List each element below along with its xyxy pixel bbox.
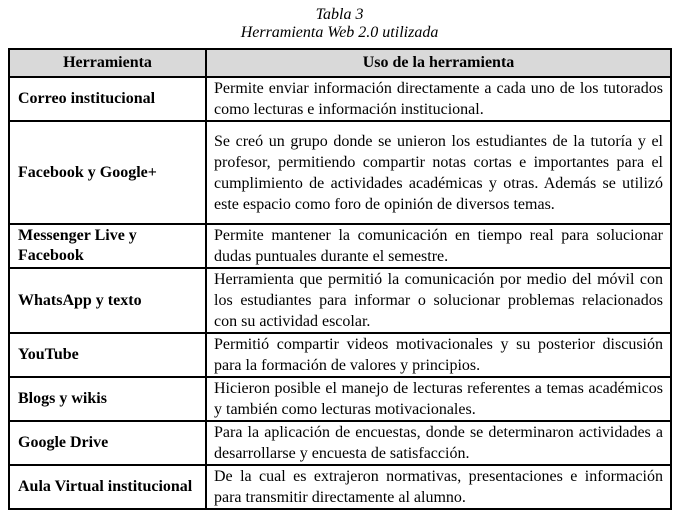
table-row <box>9 333 671 377</box>
use-cell: Para la aplicación de encuestas, donde se determinaron actividades a desarrollarse y encuesta de satisfacción. <box>206 421 671 465</box>
use-cell: Permite mantener la comunicación en tiempo real para solucionar dudas puntuales durante el semestre. <box>206 224 671 268</box>
table-row <box>9 421 671 465</box>
tool-cell: Messenger Live y Facebook <box>9 224 206 268</box>
table-row <box>9 77 671 121</box>
tool-cell: WhatsApp y texto <box>9 268 206 333</box>
header-use: Uso de la herramienta <box>206 49 671 77</box>
tool-cell: Blogs y wikis <box>9 377 206 421</box>
table-row <box>9 465 671 509</box>
table-title: Herramienta Web 2.0 utilizada <box>240 24 439 41</box>
tool-cell: Facebook y Google+ <box>9 121 206 224</box>
table-number: Tabla 3 <box>315 6 364 23</box>
use-cell: Herramienta que permitió la comunicación por medio del móvil con los estudiantes para informar o solucionar problemas relacionados con su actividad escolar. <box>206 268 671 333</box>
table-row <box>9 268 671 333</box>
use-cell: Permitió compartir videos motivacionales y su posterior discusión para la formación de valores y principios. <box>206 333 671 377</box>
table-header-row <box>9 49 671 77</box>
table-row <box>9 377 671 421</box>
tool-cell: Aula Virtual institucional <box>9 465 206 509</box>
tool-cell: Correo institucional <box>9 77 206 121</box>
tool-cell: YouTube <box>9 333 206 377</box>
use-cell: De la cual es extrajeron normativas, presentaciones e información para transmitir directamente al alumno. <box>206 465 671 509</box>
table-row <box>9 121 671 224</box>
use-cell: Se creó un grupo donde se unieron los estudiantes de la tutoría y el profesor, permitiendo compartir notas cortas e importantes para el cumplimiento de actividades académicas y otras. Además se utilizó este espacio como foro de opinión de diversos temas. <box>206 121 671 224</box>
table-row <box>9 224 671 268</box>
tools-table <box>8 48 672 510</box>
tool-cell: Google Drive <box>9 421 206 465</box>
use-cell: Hicieron posible el manejo de lecturas referentes a temas académicos y también como lecturas motivacionales. <box>206 377 671 421</box>
header-tool: Herramienta <box>9 49 206 77</box>
use-cell: Permite enviar información directamente a cada uno de los tutorados como lecturas e información institucional. <box>206 77 671 121</box>
